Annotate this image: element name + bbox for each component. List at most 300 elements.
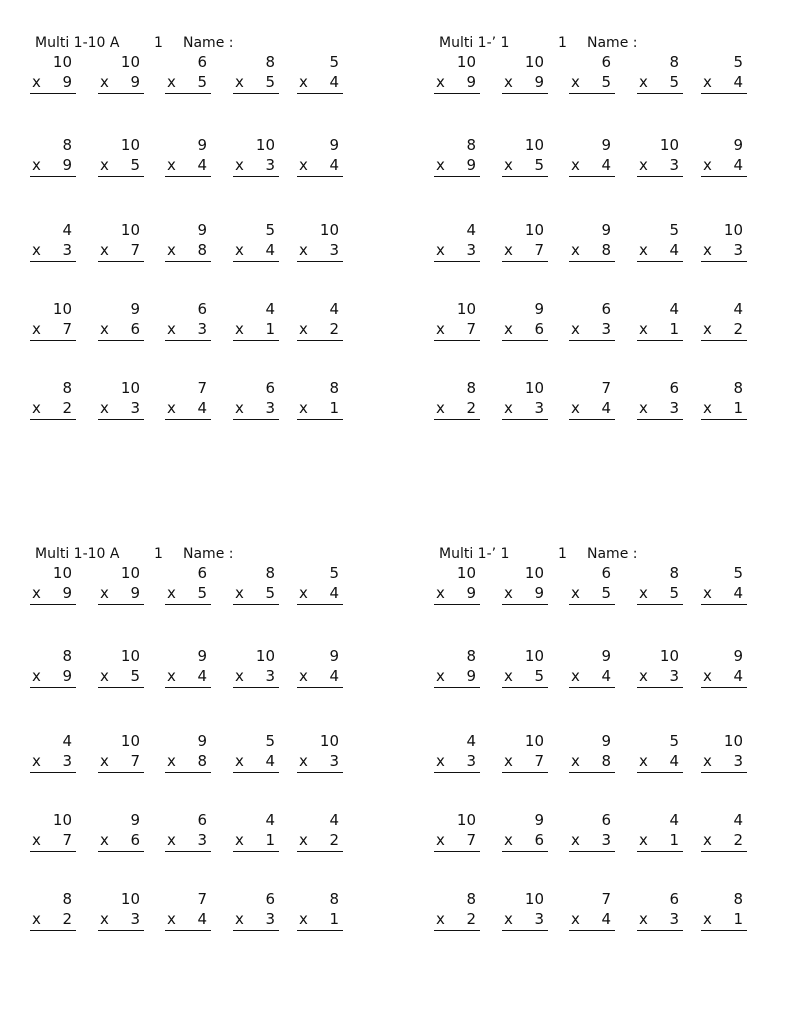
- multiplicand: 10: [120, 564, 140, 582]
- multiplication-problem: [434, 890, 480, 930]
- multiplicand: 8: [669, 564, 679, 582]
- multiplication-problem: [637, 53, 683, 93]
- answer-line[interactable]: [502, 687, 548, 688]
- multiplier: 9: [466, 667, 476, 685]
- answer-line[interactable]: [637, 772, 683, 773]
- multiplication-problem: [637, 564, 683, 604]
- multiplication-problem: [701, 890, 747, 930]
- answer-line[interactable]: [502, 93, 548, 94]
- multiplication-problem: [569, 221, 615, 261]
- multiplicand: 8: [466, 136, 476, 154]
- answer-line[interactable]: [569, 261, 615, 262]
- answer-line[interactable]: [701, 419, 747, 420]
- times-sign: x: [235, 910, 244, 928]
- multiplier: 2: [466, 399, 476, 417]
- multiplication-problem: [701, 811, 747, 851]
- multiplication-problem: [233, 221, 279, 261]
- answer-line[interactable]: [98, 687, 144, 688]
- answer-line[interactable]: [165, 93, 211, 94]
- multiplier: 9: [130, 584, 140, 602]
- times-sign: x: [100, 910, 109, 928]
- answer-line[interactable]: [165, 930, 211, 931]
- times-sign: x: [436, 831, 445, 849]
- multiplicand: 6: [669, 379, 679, 397]
- problem-row: [434, 564, 764, 604]
- multiplicand: 10: [524, 379, 544, 397]
- name-label: Name :: [587, 35, 638, 51]
- answer-line[interactable]: [30, 687, 76, 688]
- multiplier: 8: [197, 241, 207, 259]
- problem-row: [30, 300, 360, 340]
- answer-line[interactable]: [637, 261, 683, 262]
- times-sign: x: [639, 584, 648, 602]
- multiplier: 6: [534, 320, 544, 338]
- answer-line[interactable]: [637, 93, 683, 94]
- answer-line[interactable]: [637, 176, 683, 177]
- answer-line[interactable]: [502, 772, 548, 773]
- multiplicand: 6: [601, 300, 611, 318]
- multiplicand: 6: [601, 564, 611, 582]
- times-sign: x: [639, 156, 648, 174]
- answer-line[interactable]: [30, 851, 76, 852]
- answer-line[interactable]: [569, 687, 615, 688]
- multiplicand: 10: [120, 647, 140, 665]
- multiplication-problem: [98, 221, 144, 261]
- problem-row: [30, 564, 360, 604]
- answer-line[interactable]: [502, 851, 548, 852]
- answer-line[interactable]: [98, 930, 144, 931]
- multiplication-problem: [30, 136, 76, 176]
- worksheet-header: [30, 544, 360, 564]
- multiplication-problem: [434, 647, 480, 687]
- answer-line[interactable]: [569, 176, 615, 177]
- answer-line[interactable]: [434, 687, 480, 688]
- answer-line[interactable]: [98, 851, 144, 852]
- multiplier: 9: [130, 73, 140, 91]
- problem-row: [434, 379, 764, 419]
- answer-line[interactable]: [297, 419, 343, 420]
- answer-line[interactable]: [30, 604, 76, 605]
- times-sign: x: [32, 241, 41, 259]
- answer-line[interactable]: [502, 930, 548, 931]
- multiplication-problem: [297, 811, 343, 851]
- times-sign: x: [32, 399, 41, 417]
- multiplier: 3: [265, 399, 275, 417]
- answer-line[interactable]: [701, 93, 747, 94]
- times-sign: x: [436, 156, 445, 174]
- multiplication-problem: [165, 379, 211, 419]
- multiplication-problem: [569, 890, 615, 930]
- problem-row: [30, 221, 360, 261]
- answer-line[interactable]: [30, 930, 76, 931]
- answer-line[interactable]: [98, 772, 144, 773]
- multiplicand: 10: [255, 136, 275, 154]
- multiplier: 3: [329, 241, 339, 259]
- times-sign: x: [167, 156, 176, 174]
- times-sign: x: [436, 320, 445, 338]
- times-sign: x: [571, 667, 580, 685]
- answer-line[interactable]: [701, 176, 747, 177]
- times-sign: x: [235, 667, 244, 685]
- worksheet-title: Multi 1-10 A: [35, 35, 120, 51]
- times-sign: x: [32, 584, 41, 602]
- multiplication-problem: [165, 221, 211, 261]
- answer-line[interactable]: [165, 176, 211, 177]
- multiplication-problem: [637, 300, 683, 340]
- multiplier: 4: [265, 752, 275, 770]
- multiplicand: 9: [733, 647, 743, 665]
- multiplication-problem: [502, 811, 548, 851]
- answer-line[interactable]: [701, 261, 747, 262]
- multiplicand: 10: [120, 379, 140, 397]
- multiplier: 3: [466, 752, 476, 770]
- multiplier: 3: [733, 241, 743, 259]
- times-sign: x: [167, 584, 176, 602]
- answer-line[interactable]: [701, 851, 747, 852]
- times-sign: x: [100, 584, 109, 602]
- multiplication-problem: [637, 811, 683, 851]
- answer-line[interactable]: [297, 176, 343, 177]
- problem-row: [434, 300, 764, 340]
- times-sign: x: [235, 831, 244, 849]
- times-sign: x: [639, 752, 648, 770]
- times-sign: x: [703, 320, 712, 338]
- times-sign: x: [436, 399, 445, 417]
- times-sign: x: [639, 667, 648, 685]
- multiplication-problem: [701, 300, 747, 340]
- answer-line[interactable]: [30, 93, 76, 94]
- multiplicand: 10: [524, 732, 544, 750]
- multiplier: 8: [601, 752, 611, 770]
- answer-line[interactable]: [98, 340, 144, 341]
- answer-line[interactable]: [637, 687, 683, 688]
- multiplier: 9: [466, 156, 476, 174]
- multiplication-problem: [297, 136, 343, 176]
- answer-line[interactable]: [434, 261, 480, 262]
- times-sign: x: [504, 831, 513, 849]
- answer-line[interactable]: [165, 772, 211, 773]
- answer-line[interactable]: [637, 340, 683, 341]
- answer-line[interactable]: [297, 261, 343, 262]
- multiplicand: 5: [329, 564, 339, 582]
- answer-line[interactable]: [569, 93, 615, 94]
- multiplicand: 8: [329, 890, 339, 908]
- answer-line[interactable]: [98, 176, 144, 177]
- answer-line[interactable]: [637, 604, 683, 605]
- answer-line[interactable]: [502, 604, 548, 605]
- answer-line[interactable]: [233, 930, 279, 931]
- multiplication-problem: [165, 647, 211, 687]
- answer-line[interactable]: [165, 687, 211, 688]
- multiplicand: 5: [669, 221, 679, 239]
- answer-line[interactable]: [569, 604, 615, 605]
- multiplication-problem: [637, 221, 683, 261]
- multiplicand: 6: [601, 53, 611, 71]
- multiplicand: 7: [197, 890, 207, 908]
- multiplication-problem: [297, 732, 343, 772]
- multiplicand: 4: [62, 221, 72, 239]
- multiplicand: 9: [601, 732, 611, 750]
- multiplication-problem: [434, 136, 480, 176]
- times-sign: x: [436, 73, 445, 91]
- times-sign: x: [299, 156, 308, 174]
- multiplication-problem: [297, 647, 343, 687]
- problem-row: [30, 647, 360, 687]
- multiplicand: 8: [329, 379, 339, 397]
- answer-line[interactable]: [569, 930, 615, 931]
- answer-line[interactable]: [434, 419, 480, 420]
- times-sign: x: [100, 241, 109, 259]
- times-sign: x: [639, 399, 648, 417]
- answer-line[interactable]: [297, 604, 343, 605]
- times-sign: x: [299, 910, 308, 928]
- problem-row: [30, 379, 360, 419]
- multiplicand: 10: [255, 647, 275, 665]
- problem-row: [434, 221, 764, 261]
- multiplicand: 5: [329, 53, 339, 71]
- multiplicand: 5: [733, 53, 743, 71]
- multiplier: 3: [329, 752, 339, 770]
- answer-line[interactable]: [165, 340, 211, 341]
- answer-line[interactable]: [233, 176, 279, 177]
- multiplier: 3: [130, 399, 140, 417]
- answer-line[interactable]: [30, 419, 76, 420]
- answer-line[interactable]: [98, 604, 144, 605]
- answer-line[interactable]: [701, 604, 747, 605]
- answer-line[interactable]: [233, 261, 279, 262]
- times-sign: x: [299, 399, 308, 417]
- worksheet-quadrant: [30, 33, 360, 453]
- multiplier: 4: [329, 73, 339, 91]
- multiplication-problem: [297, 221, 343, 261]
- multiplication-problem: [98, 53, 144, 93]
- answer-line[interactable]: [502, 176, 548, 177]
- multiplication-problem: [233, 53, 279, 93]
- multiplication-problem: [502, 379, 548, 419]
- worksheet-header: [30, 33, 360, 53]
- multiplication-problem: [98, 300, 144, 340]
- multiplication-problem: [434, 300, 480, 340]
- multiplicand: 4: [329, 300, 339, 318]
- answer-line[interactable]: [701, 772, 747, 773]
- multiplication-problem: [701, 647, 747, 687]
- multiplier: 4: [733, 584, 743, 602]
- answer-line[interactable]: [30, 340, 76, 341]
- multiplication-problem: [98, 564, 144, 604]
- multiplier: 2: [466, 910, 476, 928]
- multiplicand: 5: [733, 564, 743, 582]
- answer-line[interactable]: [569, 772, 615, 773]
- multiplication-problem: [502, 136, 548, 176]
- times-sign: x: [571, 584, 580, 602]
- times-sign: x: [299, 320, 308, 338]
- multiplication-problem: [637, 647, 683, 687]
- answer-line[interactable]: [30, 772, 76, 773]
- multiplicand: 4: [669, 811, 679, 829]
- multiplicand: 9: [601, 647, 611, 665]
- worksheet-number: 1: [558, 35, 567, 51]
- multiplicand: 6: [669, 890, 679, 908]
- multiplier: 3: [534, 910, 544, 928]
- multiplication-problem: [98, 811, 144, 851]
- answer-line[interactable]: [30, 176, 76, 177]
- answer-line[interactable]: [701, 930, 747, 931]
- times-sign: x: [504, 156, 513, 174]
- answer-line[interactable]: [502, 419, 548, 420]
- multiplier: 3: [534, 399, 544, 417]
- multiplicand: 10: [659, 647, 679, 665]
- multiplicand: 6: [197, 300, 207, 318]
- multiplier: 1: [329, 910, 339, 928]
- answer-line[interactable]: [434, 604, 480, 605]
- multiplier: 6: [534, 831, 544, 849]
- multiplication-problem: [701, 53, 747, 93]
- times-sign: x: [571, 156, 580, 174]
- answer-line[interactable]: [233, 687, 279, 688]
- multiplier: 4: [601, 910, 611, 928]
- multiplicand: 7: [601, 890, 611, 908]
- answer-line[interactable]: [297, 772, 343, 773]
- times-sign: x: [299, 667, 308, 685]
- times-sign: x: [571, 910, 580, 928]
- problem-row: [30, 136, 360, 176]
- answer-line[interactable]: [434, 93, 480, 94]
- answer-line[interactable]: [502, 261, 548, 262]
- times-sign: x: [504, 241, 513, 259]
- multiplicand: 8: [733, 890, 743, 908]
- worksheet-title: Multi 1-’ 1: [439, 35, 510, 51]
- answer-line[interactable]: [434, 176, 480, 177]
- times-sign: x: [571, 399, 580, 417]
- multiplier: 1: [329, 399, 339, 417]
- multiplier: 8: [601, 241, 611, 259]
- multiplier: 9: [62, 584, 72, 602]
- multiplicand: 6: [197, 564, 207, 582]
- answer-line[interactable]: [165, 851, 211, 852]
- answer-line[interactable]: [569, 340, 615, 341]
- times-sign: x: [703, 584, 712, 602]
- answer-line[interactable]: [233, 772, 279, 773]
- multiplicand: 10: [524, 53, 544, 71]
- multiplication-problem: [701, 732, 747, 772]
- multiplicand: 9: [534, 811, 544, 829]
- multiplier: 6: [130, 831, 140, 849]
- answer-line[interactable]: [233, 419, 279, 420]
- answer-line[interactable]: [434, 930, 480, 931]
- multiplicand: 4: [466, 732, 476, 750]
- answer-line[interactable]: [233, 851, 279, 852]
- multiplication-problem: [30, 564, 76, 604]
- answer-line[interactable]: [98, 419, 144, 420]
- multiplier: 1: [733, 910, 743, 928]
- multiplicand: 10: [120, 732, 140, 750]
- times-sign: x: [703, 667, 712, 685]
- answer-line[interactable]: [637, 419, 683, 420]
- worksheet-title: Multi 1-10 A: [35, 546, 120, 562]
- problem-row: [434, 811, 764, 851]
- multiplication-problem: [165, 890, 211, 930]
- worksheet-number: 1: [154, 546, 163, 562]
- answer-line[interactable]: [637, 930, 683, 931]
- times-sign: x: [703, 910, 712, 928]
- answer-line[interactable]: [233, 93, 279, 94]
- times-sign: x: [32, 320, 41, 338]
- answer-line[interactable]: [30, 261, 76, 262]
- answer-line[interactable]: [637, 851, 683, 852]
- multiplier: 3: [669, 156, 679, 174]
- answer-line[interactable]: [98, 93, 144, 94]
- multiplier: 9: [466, 73, 476, 91]
- multiplication-problem: [502, 647, 548, 687]
- multiplier: 4: [197, 399, 207, 417]
- answer-line[interactable]: [297, 930, 343, 931]
- worksheet-quadrant: [30, 544, 360, 964]
- answer-line[interactable]: [297, 93, 343, 94]
- multiplication-problem: [701, 221, 747, 261]
- multiplier: 3: [265, 156, 275, 174]
- answer-line[interactable]: [233, 340, 279, 341]
- multiplication-problem: [98, 136, 144, 176]
- multiplier: 4: [733, 156, 743, 174]
- times-sign: x: [235, 73, 244, 91]
- times-sign: x: [235, 399, 244, 417]
- multiplier: 5: [601, 73, 611, 91]
- times-sign: x: [571, 831, 580, 849]
- multiplier: 3: [601, 831, 611, 849]
- answer-line[interactable]: [297, 340, 343, 341]
- multiplicand: 10: [456, 53, 476, 71]
- answer-line[interactable]: [233, 604, 279, 605]
- multiplier: 9: [466, 584, 476, 602]
- multiplicand: 7: [601, 379, 611, 397]
- multiplier: 3: [62, 241, 72, 259]
- multiplier: 2: [733, 831, 743, 849]
- multiplication-problem: [502, 564, 548, 604]
- answer-line[interactable]: [165, 419, 211, 420]
- times-sign: x: [100, 399, 109, 417]
- answer-line[interactable]: [569, 851, 615, 852]
- multiplicand: 9: [733, 136, 743, 154]
- multiplication-problem: [233, 811, 279, 851]
- answer-line[interactable]: [502, 340, 548, 341]
- multiplier: 9: [534, 73, 544, 91]
- times-sign: x: [32, 667, 41, 685]
- answer-line[interactable]: [297, 851, 343, 852]
- answer-line[interactable]: [165, 261, 211, 262]
- answer-line[interactable]: [434, 772, 480, 773]
- answer-line[interactable]: [98, 261, 144, 262]
- answer-line[interactable]: [701, 340, 747, 341]
- multiplication-problem: [569, 300, 615, 340]
- multiplier: 5: [534, 156, 544, 174]
- multiplication-problem: [98, 647, 144, 687]
- multiplier: 5: [601, 584, 611, 602]
- answer-line[interactable]: [569, 419, 615, 420]
- times-sign: x: [299, 241, 308, 259]
- times-sign: x: [436, 241, 445, 259]
- problem-row: [434, 647, 764, 687]
- multiplicand: 10: [52, 811, 72, 829]
- answer-line[interactable]: [701, 687, 747, 688]
- answer-line[interactable]: [434, 851, 480, 852]
- multiplication-problem: [98, 379, 144, 419]
- answer-line[interactable]: [297, 687, 343, 688]
- multiplier: 7: [534, 241, 544, 259]
- times-sign: x: [504, 399, 513, 417]
- answer-line[interactable]: [165, 604, 211, 605]
- times-sign: x: [299, 73, 308, 91]
- answer-line[interactable]: [434, 340, 480, 341]
